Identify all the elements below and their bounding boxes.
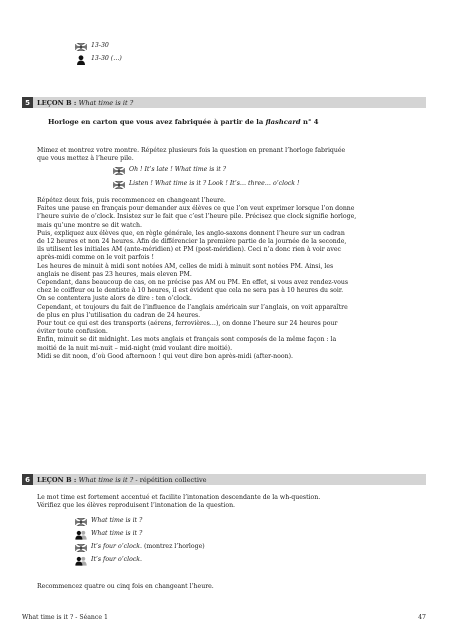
dialog-text: What time is it ? (91, 530, 143, 538)
dialog-note: (montrez l’horloge) (142, 543, 205, 551)
closing-line: Recommencez quatre ou cinq fois en changeant l’heure. (37, 583, 214, 590)
body-line: l’heure suivie de o’clock. Insistez sur le fait que c’est l’heure pile. Précisez que clock signifie horloge, (37, 213, 357, 221)
section6-dialog (75, 517, 450, 565)
body-line: mais qu’une montre se dit watch. (37, 221, 142, 229)
section-number: 5 (22, 97, 33, 108)
uk-flag-icon (75, 517, 87, 526)
uk-flag-icon (113, 166, 125, 175)
section-title-text: What time is it ? (78, 475, 134, 484)
body-line: On se contentera juste alors de dire : ten o’clock. (37, 295, 192, 303)
page-number: 47 (418, 614, 426, 621)
group-icon (75, 556, 87, 565)
body-line: Les heures de minuit à midi sont notées AM, celles de midi à minuit sont notées PM. Ainsi, les (37, 262, 334, 270)
dialog-text: Listen ! What time is it ? Look ! It’s… three… o’clock ! (129, 180, 300, 188)
body-line: Cependant, dans beaucoup de cas, on ne précise pas AM ou PM. En effet, si vous avez rendez-vous (37, 279, 348, 287)
section5-heading (48, 118, 435, 126)
dialog-text: It’s four o’clock. (91, 556, 143, 564)
dialog-line (113, 180, 450, 189)
section6-closing (37, 583, 424, 591)
dialog-line (75, 556, 450, 565)
section-title (37, 476, 207, 484)
footer (22, 614, 426, 621)
uk-flag-icon (113, 180, 125, 189)
body-line: Faites une pause en français pour demander aux élèves ce que l’on veut exprimer lorsque l’on donne (37, 205, 355, 213)
body-line: de plus en plus l’utilisation du cadran de 24 heures. (37, 311, 201, 319)
body-line: chez le coiffeur ou le dentiste à 10 heures, il est évident que cela ne sera pas à 10 heures du soir. (37, 287, 344, 295)
body-line: ils utilisent les initiales AM (ante-méridien) et PM (post-méridien). Ceci n’a donc rien à voir avec (37, 246, 341, 254)
body-line: Puis, expliquez aux élèves que, en règle générale, les anglo-saxons donnent l’heure sur un cadran (37, 229, 345, 237)
section6-intro (37, 494, 424, 510)
heading-part: n° 4 (300, 118, 319, 126)
top-item-text: 13-30 (…) (91, 55, 122, 63)
body-line: de 12 heures et non 24 heures. Afin de différencier la première partie de la journée de la seconde, (37, 238, 347, 246)
top-items (75, 42, 450, 64)
body-line: moitié de la nuit mi-nuit – mid-night (mid voulant dire moitié). (37, 344, 233, 352)
group-icon (75, 530, 87, 539)
dialog-text: What time is it ? (91, 517, 143, 525)
intro-line: Vérifiez que les élèves reproduisent l’intonation de la question. (37, 502, 236, 510)
dialog-line (75, 543, 450, 552)
top-item-text: 13-30 (91, 42, 109, 50)
top-item (75, 55, 450, 64)
top-item (75, 42, 450, 51)
heading-part: Horloge en carton que vous avez fabriquée à partir de la (48, 118, 266, 126)
dialog-text: Oh ! It’s late ! What time is it ? (129, 166, 227, 174)
body-line: Cependant, et toujours du fait de l’influence de l’anglais américain sur l’anglais, on voit apparaître (37, 303, 348, 311)
section5-dialog (113, 166, 450, 189)
section-header-5 (22, 97, 426, 108)
body-line: anglais ne disent pas 23 heures, mais eleven PM. (37, 270, 192, 278)
dialog-line (113, 166, 450, 175)
section-number: 6 (22, 474, 33, 485)
section-header-6 (22, 474, 426, 485)
body-line: Répétez deux fois, puis recommencez en changeant l’heure. (37, 197, 226, 204)
body-line: éviter toute confusion. (37, 328, 108, 336)
intro-line: Le mot time est fortement accentué et facilite l’intonation descendante de la wh-question. (37, 494, 321, 501)
body-line: Midi se dit noon, d’où Good afternoon ! qui veut dire bon après-midi (after-noon). (37, 352, 293, 360)
dialog-text: It’s four o’clock. (91, 543, 143, 551)
section-label: LEÇON B : (37, 475, 79, 484)
body-line: Pour tout ce qui est des transports (aérens, ferrovières…), on donne l’heure sur 24 heures pour (37, 320, 338, 328)
section-label: LEÇON B : (37, 98, 79, 107)
section-title (37, 99, 133, 107)
section5-intro (37, 147, 424, 163)
uk-flag-icon (75, 42, 87, 51)
section5-body (37, 197, 424, 361)
dialog-line (75, 517, 450, 526)
footer-title: What time is it ? - Séance 1 (22, 614, 108, 621)
heading (48, 118, 435, 126)
body-line: Enfin, minuit se dit midnight. Les mots anglais et français sont composés de la même façon : la (37, 336, 337, 344)
body-line: après-midi comme on le voit parfois ! (37, 254, 155, 262)
dialog-line (75, 530, 450, 539)
person-icon (75, 55, 87, 64)
intro-line: que vous mettez à l’heure pile. (37, 155, 134, 163)
intro-line: Mimez et montrez votre montre. Répétez plusieurs fois la question en prenant l’horloge fabriquée (37, 147, 346, 154)
section-title-suffix: - répétition collective (133, 475, 207, 484)
heading-flashcard: flashcard (265, 118, 301, 126)
section-title-text: What time is it ? (78, 98, 134, 107)
uk-flag-icon (75, 543, 87, 552)
